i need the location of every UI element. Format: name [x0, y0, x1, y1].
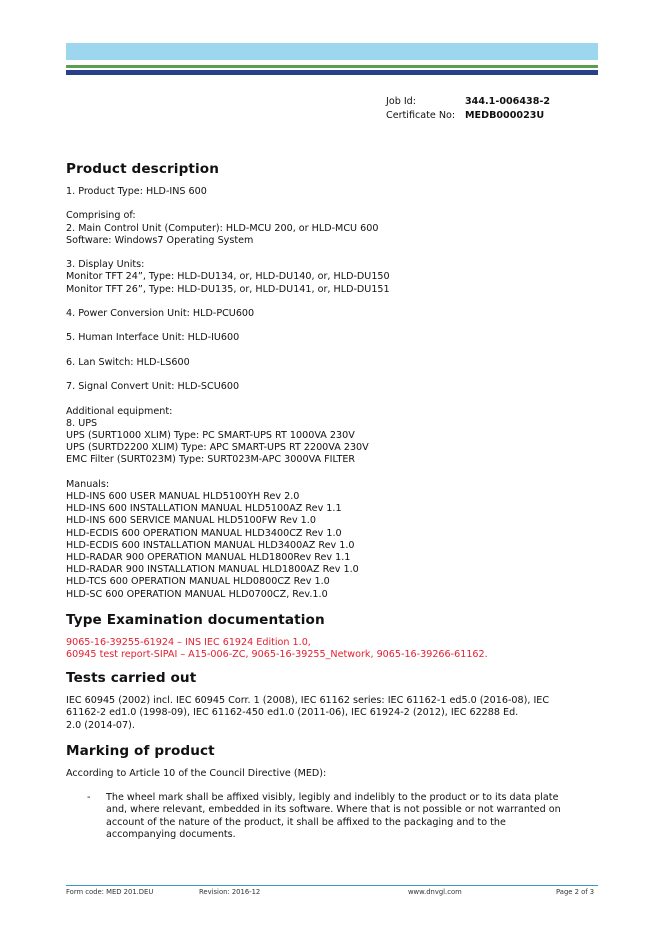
display-unit-item: Monitor TFT 24”, Type: HLD-DU134, or, HLD-DU140, or, HLD-DU150 — [66, 271, 390, 283]
manual-item: HLD-RADAR 900 OPERATION MANUAL HLD1800Rev Rev 1.1 — [66, 551, 351, 563]
footer-website-link[interactable]: www.dnvgl.com — [408, 888, 462, 896]
tests-line: IEC 60945 (2002) incl. IEC 60945 Corr. 1 (2008), IEC 61162 series: IEC 61162-1 ed5.0 (2016-08), IEC — [66, 695, 550, 707]
certificate-no-label: Certificate No: — [386, 110, 456, 121]
marking-bullet — [66, 792, 606, 841]
marking-section — [66, 742, 606, 841]
job-id-row — [386, 95, 550, 109]
additional-equipment-label: Additional equipment: — [66, 405, 173, 417]
additional-equipment-item: UPS (SURTD2200 XLIM) Type: APC SMART-UPS RT 2200VA 230V — [66, 442, 369, 454]
footer-form-code: Form code: MED 201.DEU — [66, 888, 154, 896]
manual-item: HLD-INS 600 USER MANUAL HLD5100YH Rev 2.0 — [66, 490, 300, 502]
software: Software: Windows7 Operating System — [66, 234, 254, 246]
marking-intro: According to Article 10 of the Council Directive (MED): — [66, 767, 327, 779]
marking-bullet-line: and, where relevant, embedded in its software. Where that is not possible or not warranted on — [106, 804, 561, 816]
product-type: 1. Product Type: HLD-INS 600 — [66, 186, 207, 197]
header-band-light-blue — [66, 43, 598, 60]
job-id-value: 344.1-006438-2 — [465, 96, 551, 107]
certificate-no-value: MEDB000023U — [465, 110, 545, 121]
header-rule-navy — [66, 70, 598, 75]
type-examination-section — [66, 611, 606, 661]
additional-equipment-item: UPS (SURT1000 XLIM) Type: PC SMART-UPS RT 1000VA 230V — [66, 429, 355, 441]
type-examination-heading: Type Examination documentation — [66, 611, 325, 628]
manual-item: HLD-ECDIS 600 OPERATION MANUAL HLD3400CZ Rev 1.0 — [66, 527, 342, 539]
manual-item: HLD-SC 600 OPERATION MANUAL HLD0700CZ, Rev.1.0 — [66, 588, 328, 600]
manual-item: HLD-TCS 600 OPERATION MANUAL HLD0800CZ Rev 1.0 — [66, 576, 330, 588]
bullet-dash-icon: - — [87, 792, 91, 804]
additional-equipment-item: 8. UPS — [66, 417, 98, 429]
footer-revision: Revision: 2016-12 — [199, 888, 261, 896]
tests-line: 61162-2 ed1.0 (1998-09), IEC 61162-450 ed1.0 (2011-06), IEC 61924-2 (2012), IEC 62288 Ed. — [66, 707, 519, 719]
tests-line: 2.0 (2014-07). — [66, 719, 135, 731]
power-conversion-unit: 4. Power Conversion Unit: HLD-PCU600 — [66, 307, 255, 319]
marking-bullet-line: The wheel mark shall be affixed visibly, legibly and indelibly to the product or to its data plate — [106, 792, 559, 804]
footer-rule — [66, 885, 598, 886]
type-examination-line: 60945 test report-SIPAI – A15-006-ZC, 9065-16-39255_Network, 9065-16-39266-61162. — [66, 648, 488, 660]
document-body — [66, 160, 606, 841]
manuals-label: Manuals: — [66, 478, 110, 490]
footer-page-number: Page 2 of 3 — [556, 888, 595, 896]
certificate-identification — [386, 95, 550, 123]
display-unit-item: Monitor TFT 26”, Type: HLD-DU135, or, HLD-DU141, or, HLD-DU151 — [66, 283, 390, 295]
manual-item: HLD-ECDIS 600 INSTALLATION MANUAL HLD3400AZ Rev 1.0 — [66, 539, 355, 551]
header-rule-green — [66, 65, 598, 68]
marking-heading: Marking of product — [66, 742, 215, 759]
product-description-heading: Product description — [66, 161, 219, 177]
human-interface-unit: 5. Human Interface Unit: HLD-IU600 — [66, 332, 240, 344]
manual-item: HLD-INS 600 SERVICE MANUAL HLD5100FW Rev 1.0 — [66, 515, 316, 527]
type-examination-line: 9065-16-39255-61924 – INS IEC 61924 Edition 1.0, — [66, 636, 311, 648]
manual-item: HLD-INS 600 INSTALLATION MANUAL HLD5100AZ Rev 1.1 — [66, 503, 342, 515]
display-units-label: 3. Display Units: — [66, 259, 145, 271]
certificate-no-row — [386, 109, 550, 123]
comprising-label: Comprising of: — [66, 210, 136, 222]
signal-convert-unit: 7. Signal Convert Unit: HLD-SCU600 — [66, 381, 240, 393]
tests-carried-out-heading: Tests carried out — [66, 670, 197, 687]
tests-carried-out-section — [66, 669, 606, 732]
manual-item: HLD-RADAR 900 INSTALLATION MANUAL HLD1800AZ Rev 1.0 — [66, 564, 359, 576]
marking-bullet-line: account of the nature of the product, it shall be affixed to the packaging and to the — [106, 816, 506, 828]
lan-switch: 6. Lan Switch: HLD-LS600 — [66, 356, 190, 368]
marking-bullet-line: accompanying documents. — [106, 828, 236, 840]
product-description-section — [66, 160, 606, 601]
additional-equipment-item: EMC Filter (SURT023M) Type: SURT023M-APC 3000VA FILTER — [66, 454, 356, 466]
main-control-unit: 2. Main Control Unit (Computer): HLD-MCU 200, or HLD-MCU 600 — [66, 222, 379, 234]
job-id-label: Job Id: — [386, 96, 416, 107]
